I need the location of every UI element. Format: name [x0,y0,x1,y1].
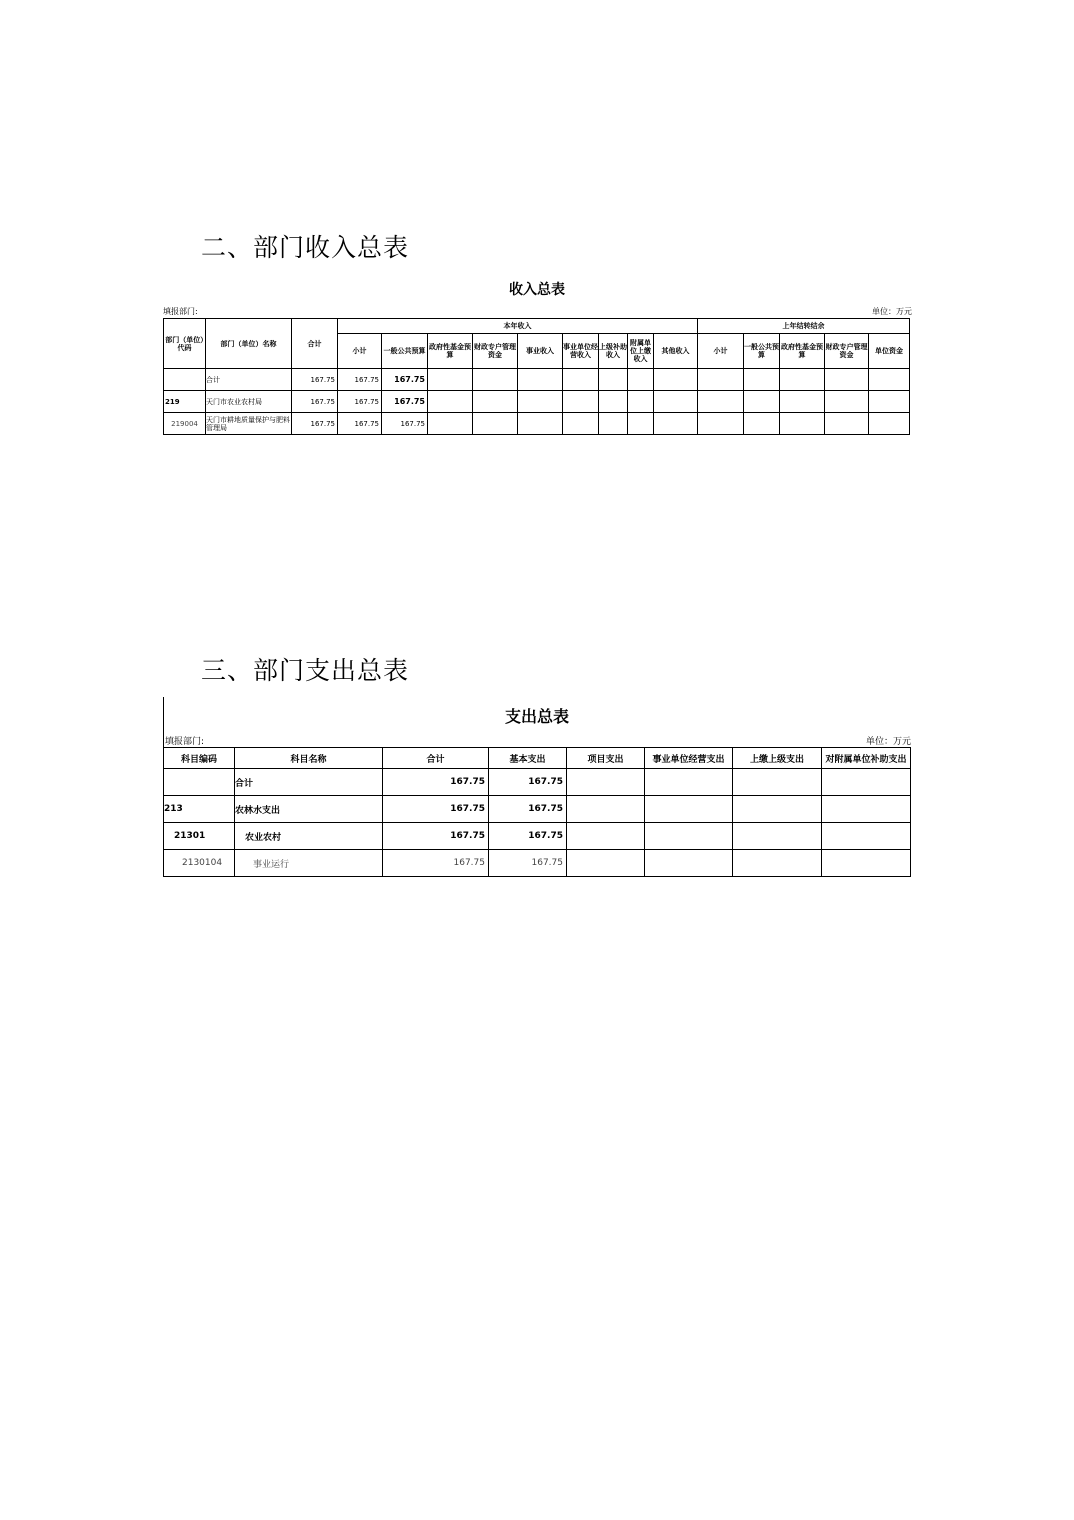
row-total: 167.75 [383,823,489,850]
expense-summary-table [163,747,911,877]
row-total: 167.75 [383,850,489,877]
col-header-upper: 上缴上级支出 [733,748,822,769]
table-row [164,369,910,391]
row-basic: 167.75 [489,823,567,850]
row-code: 2130104 [164,850,235,877]
col-header-subject-code: 科目编码 [164,748,235,769]
col-header-cy-fund: 政府性基金预算 [428,334,473,369]
row-basic: 167.75 [489,850,567,877]
col-header-cy-special: 财政专户管理资金 [473,334,518,369]
row-general: 167.75 [382,413,428,435]
table-row [164,796,911,823]
row-code: 21301 [164,823,235,850]
row-subtotal: 167.75 [338,413,382,435]
col-header-affiliated: 对附属单位补助支出 [822,748,911,769]
table-row [164,850,911,877]
row-total: 167.75 [383,769,489,796]
expense-dept-label: 填报部门: [165,737,205,747]
col-header-co-fund: 政府性基金预算 [780,334,825,369]
col-header-code: 部门（单位）代码 [164,319,206,369]
col-header-cy-affiliated: 附属单位上缴收入 [628,334,654,369]
col-header-co-subtotal: 小计 [698,334,744,369]
row-total: 167.75 [292,391,338,413]
row-name: 合计 [235,769,383,796]
row-subtotal: 167.75 [338,369,382,391]
income-dept-label: 填报部门: [163,307,198,316]
table-row [164,413,910,435]
row-name: 天门市耕地质量保护与肥料管理局 [206,413,292,435]
row-name: 农林水支出 [235,796,383,823]
row-code [164,369,206,391]
col-header-cy-business: 事业收入 [518,334,563,369]
col-header-cy-subsidy: 上级补助收入 [599,334,628,369]
col-header-project: 项目支出 [567,748,645,769]
row-name: 农业农村 [235,823,383,850]
row-total: 167.75 [292,369,338,391]
expense-table-title: 支出总表 [504,707,569,726]
row-name: 合计 [206,369,292,391]
row-basic: 167.75 [489,796,567,823]
col-header-carryover: 上年结转结余 [698,319,910,334]
income-table-title: 收入总表 [509,282,565,298]
col-header-name: 部门（单位）名称 [206,319,292,369]
income-unit-label: 单位：万元 [872,307,912,316]
col-header-total: 合计 [292,319,338,369]
row-general: 167.75 [382,369,428,391]
row-basic: 167.75 [489,769,567,796]
row-code [164,769,235,796]
row-code: 213 [164,796,235,823]
col-header-subject-name: 科目名称 [235,748,383,769]
col-header-cy-subtotal: 小计 [338,334,382,369]
col-header-cy-general: 一般公共预算 [382,334,428,369]
row-name: 事业运行 [235,850,383,877]
row-total: 167.75 [292,413,338,435]
table-row [164,823,911,850]
row-code: 219004 [164,413,206,435]
table-row [164,769,911,796]
col-header-co-special: 财政专户管理资金 [825,334,869,369]
section-heading-income: 二、部门收入总表 [201,233,410,262]
col-header-co-unit-funds: 单位资金 [869,334,910,369]
col-header-operation: 事业单位经营支出 [645,748,733,769]
col-header-total: 合计 [383,748,489,769]
row-general: 167.75 [382,391,428,413]
col-header-current-year: 本年收入 [338,319,698,334]
section-heading-expense: 三、部门支出总表 [201,656,410,685]
expense-unit-label: 单位：万元 [866,737,912,747]
table-row [164,391,910,413]
col-header-cy-operation: 事业单位经营收入 [563,334,599,369]
col-header-basic: 基本支出 [489,748,567,769]
income-summary-table [163,318,910,435]
row-code: 219 [164,391,206,413]
col-header-co-general: 一般公共预算 [744,334,780,369]
col-header-cy-other: 其他收入 [654,334,698,369]
row-name: 天门市农业农村局 [206,391,292,413]
row-total: 167.75 [383,796,489,823]
row-subtotal: 167.75 [338,391,382,413]
